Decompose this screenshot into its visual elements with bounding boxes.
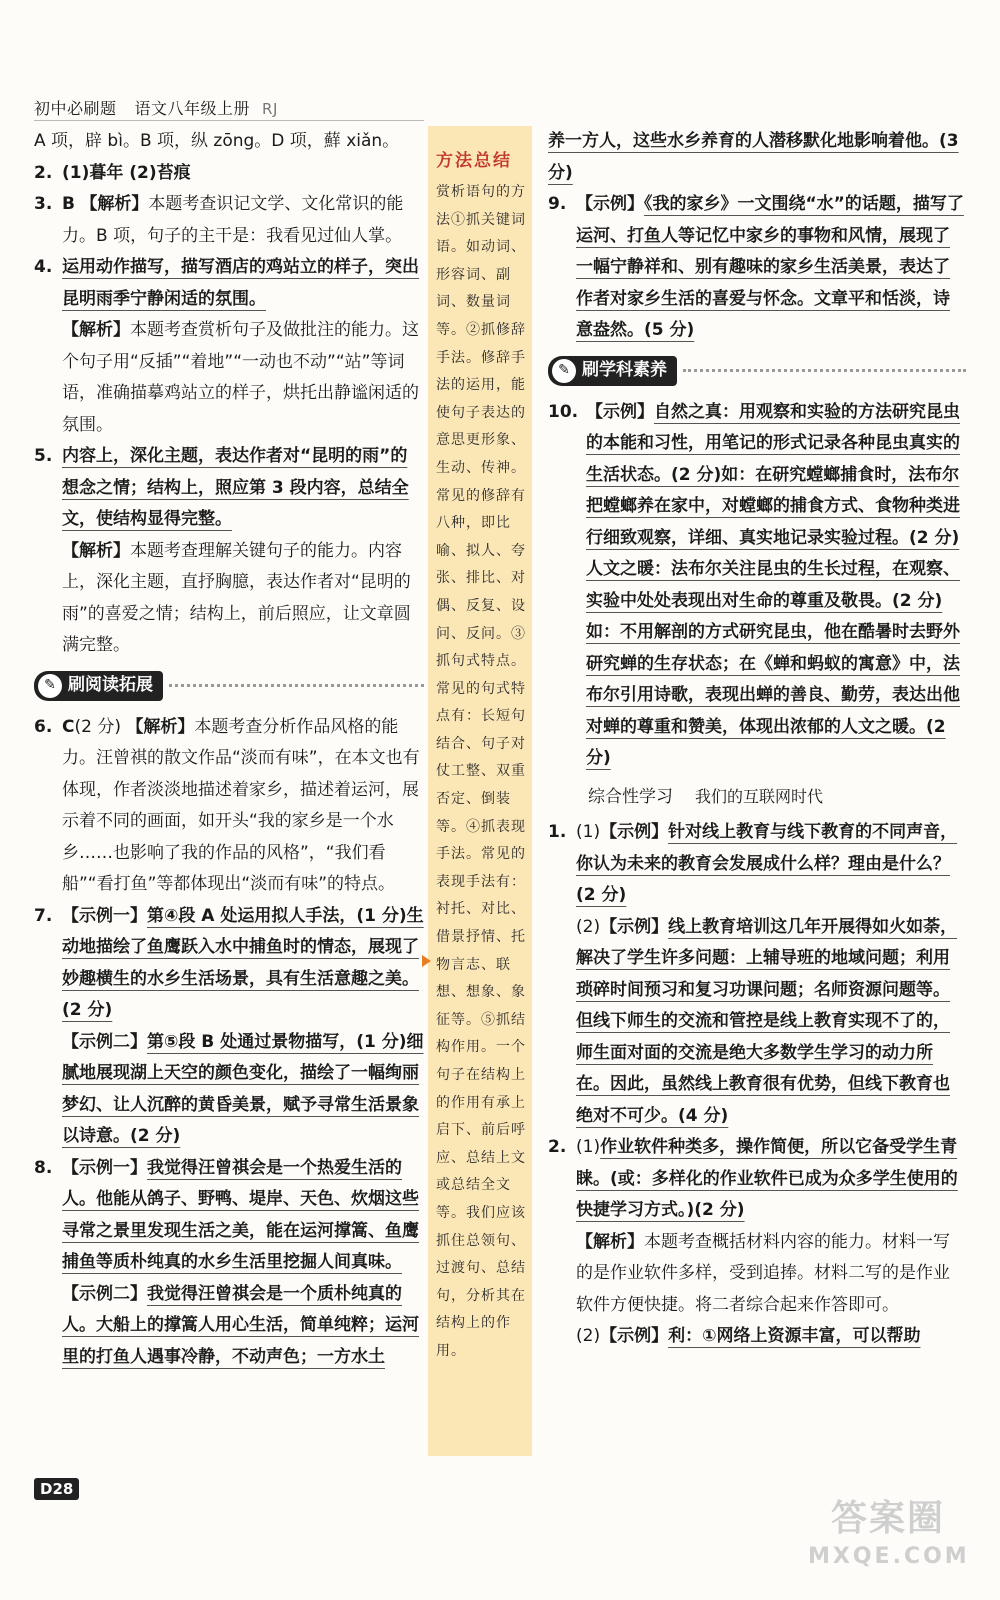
book-subject: 语文八年级上册 xyxy=(134,99,251,118)
section-topic: 我们的互联网时代 xyxy=(695,786,824,806)
watermark-title: 答案圈 xyxy=(830,1498,945,1539)
question-number: 10. xyxy=(548,401,579,422)
banner-reading-extension xyxy=(34,668,424,704)
book-icon: ✎ xyxy=(552,359,576,383)
analysis xyxy=(62,536,424,662)
example-text: 针对线上教育与线下教育的不同声音，你认为未来的教育会发展成什么样？理由是什么？(2 分) xyxy=(576,822,958,905)
analysis-tag: 【解析】 xyxy=(62,540,130,561)
sidebar-text: 赏析语句的方法①抓关键词语。如动词、形容词、副词、数量词等。②抓修辞手法。修辞手法的运用，能使句子表达的意思更形象、生动、传神。常见的修辞有八种，即比喻、拟人、夸张、排比、对偶、反复、设问、反问。③抓句式特点。常见的句式特点有：长短句结合、句子对仗工整、双重否定、倒装等。④抓表现手法。常见的表现手法有：衬托、对比、借景抒情、托物言志、联想、想象、象征等。⑤抓结构作用。一个句子在结构上的作用有承上启下、前后呼应、总结上文或总结全文等。我们应该抓住总领句、过渡句、总结句，分析其在结构上的作用。 xyxy=(436,184,526,1359)
question-number: 4. xyxy=(34,257,53,277)
learning-question-1 xyxy=(548,817,966,1132)
part-index: (2) xyxy=(576,1326,601,1346)
analysis-text: 本题考查理解关键句子的能力。内容上，深化主题，直抒胸臆，表达作者对“昆明的雨”的喜爱之情；结构上，前后照应，让文章圆满完整。 xyxy=(62,540,411,655)
example-text: 线上教育培训这几年开展得如火如荼，解决了学生许多问题：上辅导班的地域问题；利用琐碎时间预习和复习功课问题；名师资源问题等。但线下师生的交流和管控是线上教育实现不了的，师生面对面的交流是绝大多数学生学习的动力所在。因此，虽然线上教育很有优势，但线下教育也绝对不可少。(4 分) xyxy=(576,916,958,1126)
right-column xyxy=(548,126,966,1353)
example-1-text: 我觉得汪曾祺会是一个热爱生活的人。他能从鸽子、野鸭、堤岸、天色、炊烟这些寻常之景里发现生活之美，能在运河撑篙、鱼鹰捕鱼等质朴纯真的水乡生活里挖掘人间真味。 xyxy=(62,1157,419,1272)
score: (2 分) xyxy=(74,716,121,737)
banner-title: 刷学科素养 xyxy=(582,359,667,380)
section-title: 综合性学习 xyxy=(588,786,673,807)
banner-title: 刷阅读拓展 xyxy=(68,674,153,695)
answer-text: 运用动作描写，描写酒店的鸡站立的样子，突出昆明雨季宁静闲适的氛围。 xyxy=(62,257,419,309)
header-rule xyxy=(34,120,424,121)
pointer-arrow-icon xyxy=(422,955,431,967)
analysis-tag: 【解析】 xyxy=(576,1231,644,1252)
banner-badge xyxy=(34,671,163,701)
analysis-text: 本题考查分析作品风格的能力。汪曾祺的散文作品“淡而有味”，在本文也有体现，作者淡淡地描述着家乡，描述着运河，展示着不同的画面，如开头“我的家乡是一个水乡……也影响了我的作品的风格”，“我们看船”“看打鱼”等都体现出“淡而有味”的特点。 xyxy=(62,716,420,894)
question-number: 2. xyxy=(34,162,53,183)
watermark-site: MXQE.COM xyxy=(808,1544,970,1569)
example-tag: 【示例】 xyxy=(576,194,644,214)
sidebar-title: 方法总结 xyxy=(436,151,512,171)
question-number: 5. xyxy=(34,446,53,466)
question-2 xyxy=(34,158,424,190)
example-2-tag: 【示例二】 xyxy=(62,1283,147,1304)
answer-choice: C xyxy=(62,716,75,737)
example-2 xyxy=(62,1279,424,1374)
analysis-text: 本题考查识记文学、文化常识的能力。B 项，句子的主干是：我看见过仙人掌。 xyxy=(62,194,404,246)
part-2 xyxy=(576,1321,966,1353)
question-number: 3. xyxy=(34,194,53,214)
analysis xyxy=(576,1227,966,1322)
analysis-tag: 【解析】 xyxy=(62,320,130,340)
example-tag: 【示例】 xyxy=(600,916,669,937)
question-4 xyxy=(34,252,424,441)
example-1-tag: 【示例一】 xyxy=(62,1157,147,1178)
example-text: 自然之真：用观察和实验的方法研究昆虫的本能和习性，用笔记的形式记录各种昆虫真实的生活状态。(2 分)如：在研究螳螂捕食时，法布尔把螳螂养在家中，对螳螂的捕食方式、食物种类进行细致观察，详细、真实地记录实验过程。(2 分)人文之暖：法布尔关注昆虫的生长过程，在观察、实验中处处表现出对生命的尊重及敬畏。(2 分)如：不用解剖的方式研究昆虫，他在酷暑时去野外研究蝉的生存状态；在《蝉和蚂蚁的寓意》中，法布尔引用诗歌，表现出蝉的善良、勤劳，表达出他对蝉的尊重和赞美，体现出浓郁的人文之暖。(2 分) xyxy=(586,401,960,768)
page-number: D28 xyxy=(34,1478,79,1500)
question-number: 6. xyxy=(34,716,53,737)
answer-text: (1)暮年 (2)苔痕 xyxy=(62,162,191,183)
example-2-tag: 【示例二】 xyxy=(62,1031,147,1052)
example-text: 《我的家乡》一文围绕“水”的话题，描写了运河、打鱼人等记忆中家乡的事物和风情，展现了一幅宁静祥和、别有趣味的家乡生活美景，表达了作者对家乡生活的喜爱与怀念。文章平和恬淡，诗意盎然。(5 分) xyxy=(576,194,964,340)
answer-text: 内容上，深化主题，表达作者对“昆明的雨”的想念之情；结构上，照应第 3 段内容，总结全文，使结构显得完整。 xyxy=(62,446,409,529)
part-index: (2) xyxy=(576,916,601,937)
part-index: (1) xyxy=(576,1137,601,1157)
part-2 xyxy=(576,912,966,1133)
page-header xyxy=(34,96,278,119)
q8-continued: 养一方人，这些水乡养育的人潜移默化地影响着他。(3 分) xyxy=(548,131,959,183)
example-2 xyxy=(62,1027,424,1153)
banner-badge xyxy=(548,356,677,386)
example-tag: 【示例】 xyxy=(600,1326,669,1346)
comprehensive-learning-heading xyxy=(588,781,966,814)
question-9 xyxy=(548,189,966,347)
question-8 xyxy=(34,1153,424,1374)
banner-dots xyxy=(683,369,966,372)
edition-code: RJ xyxy=(262,100,278,118)
question-number: 9. xyxy=(548,194,567,214)
question-number: 1. xyxy=(548,822,567,842)
analysis-text: 本题考查赏析句子及做批注的能力。这个句子用“反插”“着地”“一动也不动”“站”等词语，准确描摹鸡站立的样子，烘托出静谧闲适的氛围。 xyxy=(62,320,419,435)
answer-text: 作业软件种类多，操作简便，所以它备受学生青睐。(或：多样化的作业软件已成为众多学生使用的快捷学习方式。)(2 分) xyxy=(576,1137,958,1220)
example-2-text: 第⑤段 B 处通过景物描写，(1 分)细腻地展现湖上天空的颜色变化，描绘了一幅绚丽梦幻、让人沉醉的黄昏美景，赋予寻常生活景象以诗意。(2 分) xyxy=(62,1031,424,1146)
question-3 xyxy=(34,189,424,252)
analysis-text: 本题考查概括材料内容的能力。材料一写的是作业软件多样，受到追捧。材料二写的是作业软件方便快捷。将二者综合起来作答即可。 xyxy=(576,1231,950,1315)
learning-question-2 xyxy=(548,1132,966,1353)
example-1-text: 第④段 A 处运用拟人手法，(1 分)生动地描绘了鱼鹰跃入水中捕鱼时的情态，展现了妙趣横生的水乡生活场景，具有生活意趣之美。(2 分) xyxy=(62,905,424,1020)
analysis-tag: 【解析】 xyxy=(126,716,195,737)
example-2-text: 我觉得汪曾祺会是一个质朴纯真的人。大船上的撑篙人用心生活，简单纯粹；运河里的打鱼人遇事冷静，不动声色；一方水土 xyxy=(62,1283,419,1367)
example-text: 利：①网络上资源丰富，可以帮助 xyxy=(668,1326,921,1346)
left-column xyxy=(34,126,424,1373)
corner-watermark xyxy=(808,1496,968,1592)
analysis xyxy=(62,315,424,441)
example-1-tag: 【示例一】 xyxy=(62,905,147,926)
banner-subject-literacy xyxy=(548,353,966,389)
question-6 xyxy=(34,712,424,901)
part-index: (1) xyxy=(576,822,601,842)
book-icon: ✎ xyxy=(38,674,62,698)
question-7 xyxy=(34,901,424,1153)
analysis-tag: 【解析】 xyxy=(80,194,149,214)
q1-continued: A 项，辟 bì。B 项，纵 zōng。D 项，蘚 xiǎn。 xyxy=(34,131,400,151)
question-10 xyxy=(548,397,966,775)
question-number: 2. xyxy=(548,1137,567,1157)
book-title: 初中必刷题 xyxy=(34,99,117,118)
answer-choice: B xyxy=(62,194,75,214)
banner-dots xyxy=(169,684,424,687)
example-tag: 【示例】 xyxy=(600,822,669,842)
question-number: 7. xyxy=(34,905,53,926)
example-tag: 【示例】 xyxy=(586,401,654,422)
method-summary-sidebar xyxy=(428,126,532,1456)
question-number: 8. xyxy=(34,1157,53,1178)
question-5 xyxy=(34,441,424,662)
